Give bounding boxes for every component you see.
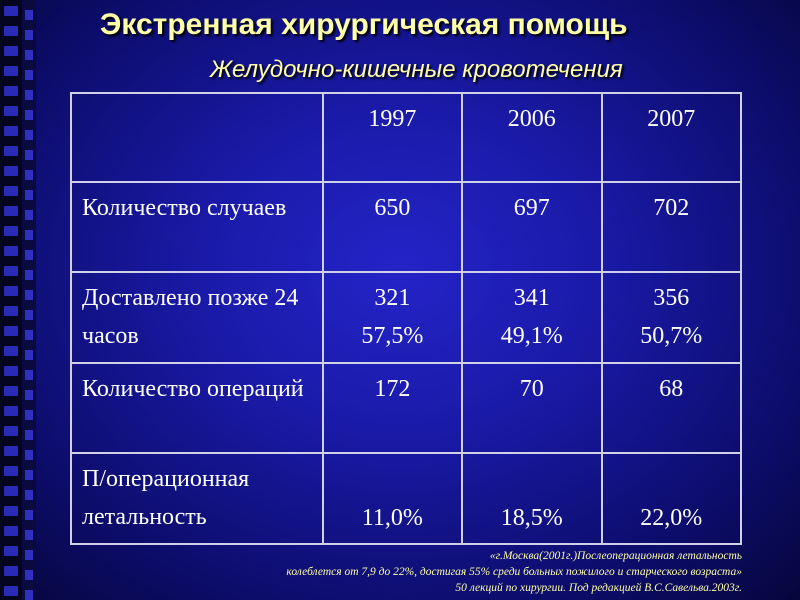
strip-hole (25, 590, 33, 600)
strip-hole (25, 490, 33, 500)
strip-hole (25, 10, 33, 20)
strip-hole (4, 146, 18, 156)
strip-hole (25, 350, 33, 360)
strip-hole (4, 346, 18, 356)
footnote-line: 50 лекций по хирургии. Под редакцией В.С.Савельва.2003г. (455, 582, 742, 594)
header-cell-2006: 2006 (462, 93, 601, 182)
footnote-line: «г.Москва(2001г.)Послеоперационная летальность (489, 550, 742, 562)
table-cell (602, 272, 741, 363)
cell-percent: 49,1% (500, 322, 563, 349)
strip-hole (4, 206, 18, 216)
header-cell-empty (71, 93, 323, 182)
table-header-row (71, 93, 741, 182)
strip-hole (4, 66, 18, 76)
strip-hole (25, 210, 33, 220)
strip-hole (25, 250, 33, 260)
strip-hole (4, 166, 18, 176)
table-cell: 172 (323, 363, 462, 452)
strip-hole (4, 526, 18, 536)
table-cell: 11,0% (323, 453, 462, 544)
strip-hole (25, 190, 33, 200)
strip-hole (4, 266, 18, 276)
header-cell-1997: 1997 (323, 93, 462, 182)
strip-hole (4, 586, 18, 596)
strip-hole (4, 106, 18, 116)
strip-hole (25, 530, 33, 540)
row-label-cases: Количество случаев (71, 182, 323, 271)
strip-hole (25, 290, 33, 300)
film-strip-inner (22, 0, 36, 600)
strip-hole (25, 510, 33, 520)
strip-hole (4, 306, 18, 316)
table-cell: 70 (462, 363, 601, 452)
strip-hole (4, 406, 18, 416)
cell-count: 356 (653, 284, 690, 311)
strip-hole (25, 50, 33, 60)
strip-hole (4, 426, 18, 436)
footnote-line: колеблется от 7,9 до 22%, достигая 55% среди больных пожилого и старческого возраста» (286, 566, 742, 578)
table-row (71, 182, 741, 271)
table-cell: 18,5% (462, 453, 601, 544)
strip-hole (4, 126, 18, 136)
strip-hole (4, 286, 18, 296)
statistics-table (70, 92, 742, 545)
strip-hole (25, 270, 33, 280)
cell-count: 321 (374, 284, 411, 311)
slide-subtitle: Желудочно-кишечные кровотечения (210, 56, 623, 83)
table-cell (462, 272, 601, 363)
table-cell: 68 (602, 363, 741, 452)
strip-hole (4, 226, 18, 236)
strip-hole (25, 130, 33, 140)
strip-hole (25, 410, 33, 420)
slide-title: Экстренная хирургическая помощь (100, 8, 628, 41)
strip-hole (4, 466, 18, 476)
strip-hole (4, 86, 18, 96)
strip-hole (25, 110, 33, 120)
strip-hole (25, 470, 33, 480)
strip-hole (4, 326, 18, 336)
strip-hole (25, 310, 33, 320)
table-cell: 22,0% (602, 453, 741, 544)
table-cell: 650 (323, 182, 462, 271)
strip-hole (25, 570, 33, 580)
strip-hole (25, 390, 33, 400)
strip-hole (4, 246, 18, 256)
strip-hole (4, 386, 18, 396)
strip-hole (4, 46, 18, 56)
row-label-mortality: П/операционная летальность (71, 453, 323, 544)
strip-hole (4, 366, 18, 376)
cell-percent: 57,5% (361, 322, 424, 349)
film-strip-left (0, 0, 22, 600)
strip-hole (4, 6, 18, 16)
cell-count: 341 (513, 284, 550, 311)
row-label-operations: Количество операций (71, 363, 323, 452)
strip-hole (4, 486, 18, 496)
strip-hole (25, 230, 33, 240)
table-row (71, 453, 741, 544)
strip-hole (4, 26, 18, 36)
strip-hole (25, 150, 33, 160)
strip-hole (25, 550, 33, 560)
strip-hole (25, 70, 33, 80)
strip-hole (4, 546, 18, 556)
source-footnote (142, 548, 742, 596)
cell-percent: 50,7% (640, 322, 703, 349)
strip-hole (4, 506, 18, 516)
strip-hole (25, 30, 33, 40)
strip-hole (4, 446, 18, 456)
strip-hole (25, 430, 33, 440)
strip-hole (25, 90, 33, 100)
strip-hole (25, 170, 33, 180)
table-cell: 697 (462, 182, 601, 271)
header-cell-2007: 2007 (602, 93, 741, 182)
table-row (71, 272, 741, 363)
row-label-delivered-late: Доставлено позже 24 часов (71, 272, 323, 363)
table-cell (323, 272, 462, 363)
table-row (71, 363, 741, 452)
strip-hole (25, 370, 33, 380)
table-cell: 702 (602, 182, 741, 271)
strip-hole (4, 186, 18, 196)
strip-hole (4, 566, 18, 576)
strip-hole (25, 450, 33, 460)
strip-hole (25, 330, 33, 340)
